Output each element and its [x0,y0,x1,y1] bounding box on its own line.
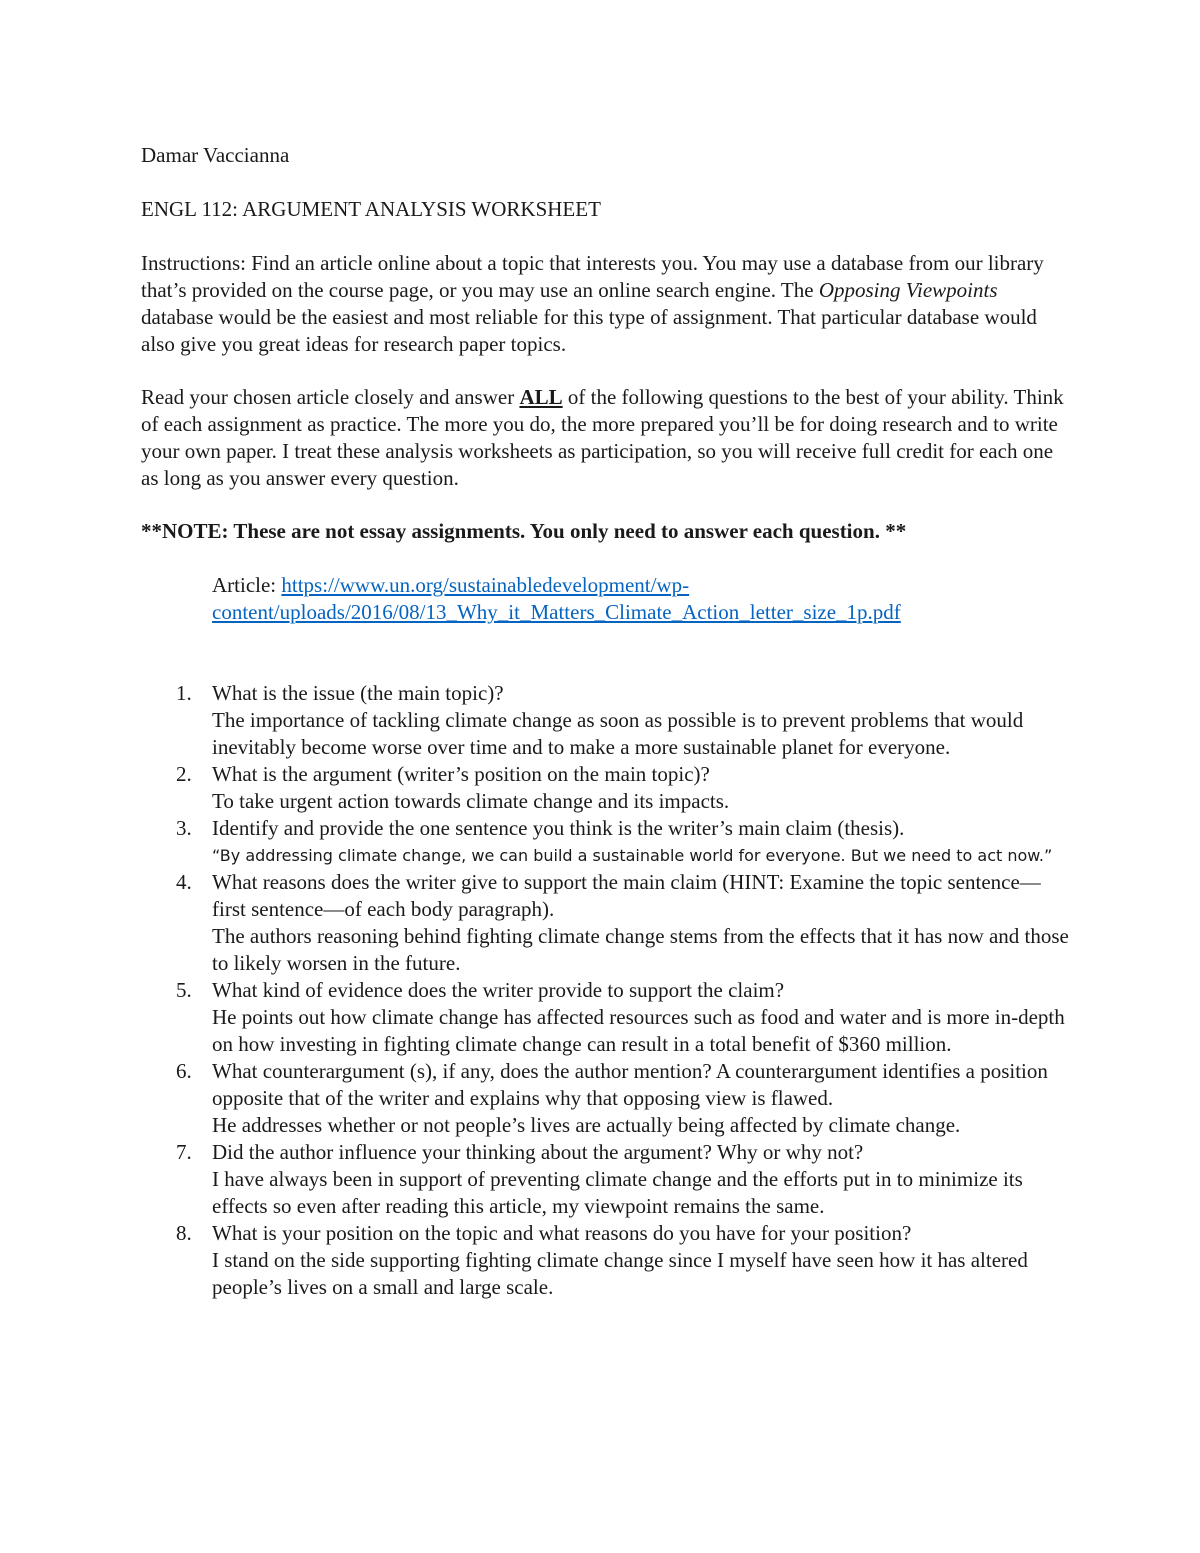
answer-text: I stand on the side supporting fighting climate change since I myself have seen how it has altered people’s lives on a small and large scale. [212,1248,1028,1299]
question-text: What is the argument (writer’s position on the main topic)? [212,762,710,786]
question-number: 5. [176,978,192,1002]
answer-text: “By addressing climate change, we can build a sustainable world for everyone. But we need to act now.” [212,846,1053,865]
answer-text: I have always been in support of preventing climate change and the efforts put in to minimize its effects so even after reading this article, my viewpoint remains the same. [212,1167,1023,1218]
read-paragraph [141,384,1071,492]
question-number: 8. [176,1221,192,1245]
question-text: Identify and provide the one sentence you think is the writer’s main claim (thesis). [212,816,905,840]
article-reference [212,572,1071,626]
instructions-italic-database: Opposing Viewpoints [818,278,998,302]
list-item [141,1139,1071,1220]
question-text: What kind of evidence does the writer provide to support the claim? [212,978,785,1002]
question-text: Did the author influence your thinking about the argument? Why or why not? [212,1140,864,1164]
instructions-text-2: database would be the easiest and most reliable for this type of assignment. That particular database would also give you great ideas for research paper topics. [141,305,1037,356]
question-text: What is the issue (the main topic)? [212,681,504,705]
read-emphasis-all: ALL [519,385,563,409]
list-item [141,977,1071,1058]
document-page [141,142,1071,1301]
answer-text: He addresses whether or not people’s lives are actually being affected by climate change. [212,1113,961,1137]
question-text: What counterargument (s), if any, does the author mention? A counterargument identifies a position opposite that of the writer and explains why that opposing view is flawed. [212,1059,1048,1110]
question-list [141,680,1071,1301]
list-item [141,680,1071,761]
list-item [141,815,1071,869]
question-number: 7. [176,1140,192,1164]
note-paragraph: **NOTE: These are not essay assignments. You only need to answer each question. ** [141,519,907,543]
answer-text: The authors reasoning behind fighting climate change stems from the effects that it has now and those to likely worsen in the future. [212,924,1069,975]
list-item [141,761,1071,815]
question-number: 1. [176,681,192,705]
list-item [141,1058,1071,1139]
list-item [141,869,1071,977]
question-number: 3. [176,816,192,840]
author-name: Damar Vaccianna [141,143,290,167]
question-number: 6. [176,1059,192,1083]
question-number: 4. [176,870,192,894]
instructions-paragraph [141,250,1071,358]
question-number: 2. [176,762,192,786]
question-text: What is your position on the topic and what reasons do you have for your position? [212,1221,912,1245]
answer-text: The importance of tackling climate change as soon as possible is to prevent problems that would inevitably become worse over time and to make a more sustainable planet for everyone. [212,708,1024,759]
list-item [141,1220,1071,1301]
article-link-line-2[interactable]: content/uploads/2016/08/13_Why_it_Matters_Climate_Action_letter_size_1p.pdf [212,600,901,624]
worksheet-title: ENGL 112: ARGUMENT ANALYSIS WORKSHEET [141,197,601,221]
instructions-text-1: Instructions: Find an article online about a topic that interests you. You may use a database from our library that’s provided on the course page, or you may use an online search engine. The [141,251,1044,302]
answer-text: To take urgent action towards climate change and its impacts. [212,789,730,813]
read-text-1: Read your chosen article closely and answer [141,385,520,409]
article-label: Article: [212,573,282,597]
question-text: What reasons does the writer give to support the main claim (HINT: Examine the topic sentence—first sentence—of each body paragraph). [212,870,1041,921]
article-link-line-1[interactable]: https://www.un.org/sustainabledevelopment/wp- [281,573,690,597]
answer-text: He points out how climate change has affected resources such as food and water and is more in-depth on how investing in fighting climate change can result in a total benefit of $360 million. [212,1005,1065,1056]
read-text-2: of the following questions to the best of your ability. Think of each assignment as practice. The more you do, the more prepared you’ll be for doing research and to write your own paper. I treat these analysis worksheets as participation, so you will receive full credit for each one as long as you answer every question. [141,385,1064,490]
